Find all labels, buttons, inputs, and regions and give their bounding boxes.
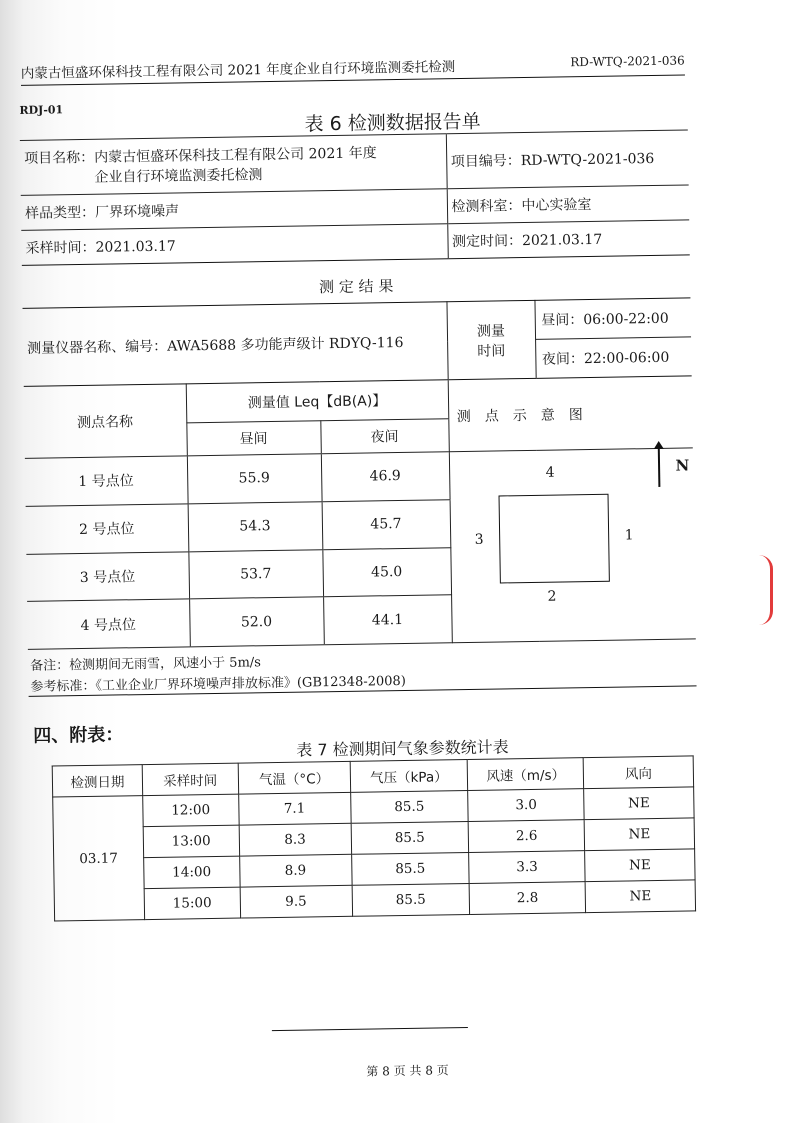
temperature: 9.5 — [240, 885, 352, 918]
temperature: 7.1 — [238, 792, 350, 825]
header-wind-dir: 风向 — [583, 756, 693, 789]
project-info-table — [20, 129, 690, 265]
project-no-label: 项目编号： — [450, 153, 521, 171]
point-night-value: 44.1 — [323, 595, 452, 645]
measure-time-label-1: 测量 — [476, 322, 506, 340]
project-name-label: 项目名称： — [24, 149, 95, 167]
north-arrow-icon — [657, 447, 660, 487]
table7-title: 表 7 检测期间气象参数统计表 — [296, 737, 509, 760]
sampling-time-cell — [21, 224, 447, 266]
header-title: 内蒙古恒盛环保科技工程有限公司 2021 年度企业自行环境监测委托检测 — [20, 59, 456, 82]
remark-note: 备注：检测期间无雨雪，风速小于 5m/s — [30, 655, 262, 674]
results-title: 测 定 结 果 — [22, 263, 690, 308]
site-boundary-rect — [498, 494, 609, 584]
sketch-label-right: 1 — [624, 527, 634, 544]
col-sketch-header: 测 点 示 意 图 — [448, 376, 693, 452]
lab-value: 中心实验室 — [521, 196, 592, 215]
test-time-value: 2021.03.17 — [521, 231, 603, 250]
instrument-label: 测量仪器名称、编号： — [27, 338, 168, 357]
sample-time: 13:00 — [143, 825, 239, 858]
lab-label: 检测科室： — [451, 198, 522, 216]
project-no-cell — [446, 130, 689, 189]
day-period: 昼间：06:00-22:00 — [534, 298, 691, 339]
temperature: 8.9 — [239, 854, 351, 887]
header-code: RD-WTQ-2021-036 — [570, 53, 685, 70]
wind-speed: 2.6 — [468, 820, 584, 853]
north-label: N — [675, 456, 690, 475]
header-pressure: 气压（kPa） — [350, 759, 468, 792]
wind-speed: 2.8 — [469, 882, 585, 915]
col-value-header: 测量值 Leq【dB(A)】 — [186, 380, 449, 423]
header-temp: 气温（°C） — [238, 761, 350, 794]
header-time: 采样时间 — [142, 763, 238, 796]
page-number: 第 8 页 共 8 页 — [366, 1063, 449, 1079]
project-no-value: RD-WTQ-2021-036 — [520, 150, 655, 170]
site-sketch — [449, 448, 695, 642]
measure-time-label-2: 时间 — [477, 342, 506, 360]
sample-time: 14:00 — [144, 856, 240, 889]
sketch-cell — [449, 448, 696, 643]
col-point-header: 测点名称 — [24, 384, 187, 459]
wind-direction: NE — [585, 849, 695, 882]
col-day-header: 昼间 — [186, 421, 321, 456]
header-wind-speed: 风速（m/s） — [467, 758, 583, 791]
seal-edge-mark — [756, 555, 773, 625]
point-name: 4 号点位 — [27, 599, 190, 649]
measure-time-cell — [446, 300, 535, 379]
project-name-cell — [20, 134, 447, 196]
measure-date: 03.17 — [53, 796, 145, 921]
form-id: RDJ-01 — [19, 103, 64, 117]
sampling-time-label: 采样时间： — [25, 239, 96, 257]
sample-time: 12:00 — [143, 794, 239, 827]
instrument-value: AWA5688 多功能声级计 RDYQ-116 — [166, 334, 404, 355]
sampling-time-value: 2021.03.17 — [95, 238, 176, 256]
signature-line — [272, 1027, 468, 1031]
sketch-label-bottom: 2 — [547, 588, 557, 605]
sketch-label-top: 4 — [545, 464, 555, 481]
point-day-value: 55.9 — [187, 454, 322, 504]
point-day-value: 52.0 — [189, 597, 324, 647]
sample-type-label: 样品类型： — [24, 204, 96, 222]
col-night-header: 夜间 — [320, 419, 449, 454]
sample-type-value: 厂界环境噪声 — [94, 203, 180, 221]
point-name: 2 号点位 — [26, 504, 189, 554]
point-day-value: 53.7 — [188, 549, 323, 599]
sketch-label-left: 3 — [474, 531, 484, 548]
project-name-line1: 内蒙古恒盛环保科技工程有限公司 2021 年度 — [94, 145, 377, 166]
appendix-heading: 四、附表： — [33, 724, 124, 747]
point-name: 3 号点位 — [26, 551, 189, 601]
pressure: 85.5 — [351, 852, 469, 885]
project-name-line2: 企业自行环境监测委托检测 — [94, 167, 263, 186]
point-night-value: 46.9 — [321, 452, 450, 502]
test-time-label: 测定时间： — [451, 233, 523, 251]
wind-direction: NE — [585, 880, 695, 913]
weather-table — [52, 755, 696, 921]
results-table — [22, 263, 696, 649]
point-day-value: 54.3 — [188, 501, 323, 551]
pressure: 85.5 — [350, 790, 468, 823]
page-header — [21, 47, 685, 85]
sample-time: 15:00 — [144, 887, 240, 920]
pressure: 85.5 — [352, 883, 470, 916]
header-date: 检测日期 — [52, 765, 142, 797]
point-night-value: 45.7 — [322, 499, 451, 549]
temperature: 8.3 — [239, 823, 351, 856]
test-time-cell — [447, 220, 690, 259]
pressure: 85.5 — [351, 821, 469, 854]
wind-direction: NE — [584, 787, 694, 820]
table6-title: 表 6 检测数据报告单 — [304, 110, 481, 136]
wind-speed: 3.0 — [468, 789, 584, 822]
wind-speed: 3.3 — [469, 851, 585, 884]
night-period: 夜间：22:00-06:00 — [535, 337, 692, 378]
instrument-cell — [23, 302, 448, 387]
point-name: 1 号点位 — [25, 456, 188, 506]
lab-cell — [447, 185, 690, 224]
wind-direction: NE — [584, 818, 694, 851]
point-night-value: 45.0 — [322, 547, 451, 597]
standard-note: 参考标准：《工业企业厂界环境噪声排放标准》(GB12348-2008) — [30, 673, 406, 695]
